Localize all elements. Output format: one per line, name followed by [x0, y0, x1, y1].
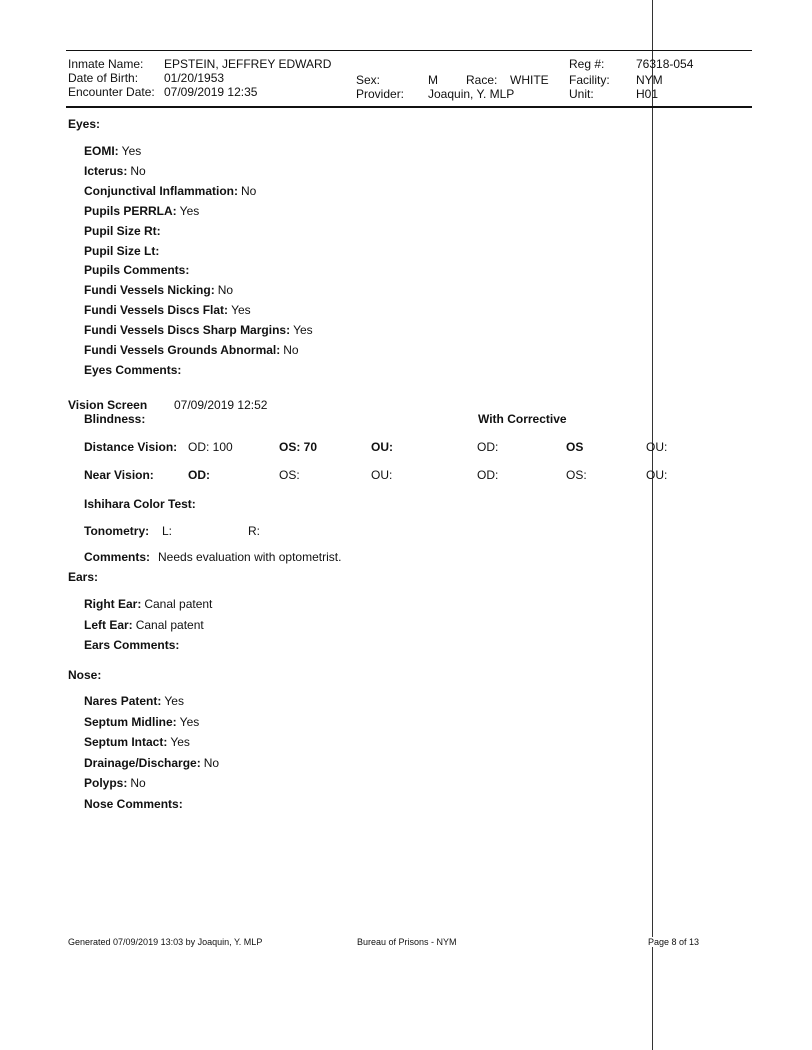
nose-item-value: No [203, 755, 220, 770]
ears-item-row [84, 638, 182, 652]
unit: H01 [636, 87, 659, 101]
distance-os: OS: 70 [279, 440, 318, 454]
eyes-item-label: Icterus: [84, 163, 128, 178]
ears-item-value: Canal patent [144, 597, 213, 611]
near-corr-os: OS: [566, 468, 587, 482]
vision-comments: Needs evaluation with optometrist. [158, 550, 342, 564]
eyes-item-value: Yes [293, 323, 313, 338]
nose-item-row [84, 756, 219, 770]
near-corr-ou: OU: [646, 468, 668, 482]
near-vision-label: Near Vision: [84, 468, 154, 482]
eyes-item-row [84, 343, 299, 357]
reg-number: 76318-054 [636, 57, 694, 71]
eyes-title: Eyes: [68, 117, 101, 131]
race-label: Race: [466, 73, 498, 87]
nose-item-row [84, 797, 186, 811]
sex: M [428, 73, 438, 87]
eyes-item-row [84, 263, 192, 277]
distance-ou: OU: [371, 440, 393, 454]
eyes-item-value: No [217, 283, 234, 298]
eyes-item-row [84, 363, 184, 377]
eyes-item-label: Pupils Comments: [84, 263, 190, 278]
eyes-item-value: No [241, 183, 257, 198]
nose-item-row [84, 735, 190, 749]
nose-item-label: Nose Comments: [84, 797, 183, 811]
facility-label: Facility: [569, 73, 610, 87]
header-bottom-rule [66, 106, 752, 108]
near-ou: OU: [371, 468, 393, 482]
ears-item-value: Canal patent [135, 617, 204, 632]
tonometry-label: Tonometry: [84, 524, 150, 538]
eyes-item-row [84, 224, 164, 238]
eyes-item-row [84, 184, 256, 198]
eyes-item-row [84, 323, 313, 337]
tonometry-l: L: [162, 524, 173, 538]
distance-corr-ou: OU: [646, 440, 668, 454]
eyes-item-value: Yes [231, 303, 251, 318]
eyes-item-row [84, 303, 251, 317]
ears-item-label: Left Ear: [84, 617, 133, 632]
nose-item-label: Polyps: [84, 776, 128, 791]
vision-datetime: 07/09/2019 12:52 [174, 398, 268, 412]
tonometry-r: R: [248, 524, 260, 538]
near-corr-od: OD: [477, 468, 499, 482]
encounter-date: 07/09/2019 12:35 [164, 85, 258, 99]
footer-page-number: Page 8 of 13 [648, 937, 700, 947]
inmate-name: EPSTEIN, JEFFREY EDWARD [164, 57, 332, 71]
nose-item-value: No [130, 776, 146, 791]
footer-facility: Bureau of Prisons - NYM [357, 937, 457, 947]
ears-title: Ears: [68, 570, 99, 584]
header-top-rule [66, 50, 752, 51]
eyes-item-label: Pupil Size Lt: [84, 243, 160, 258]
ears-item-label: Ears Comments: [84, 638, 180, 652]
eyes-item-value: No [130, 163, 146, 178]
ishihara-label: Ishihara Color Test: [84, 497, 196, 511]
distance-corr-od: OD: [477, 440, 499, 454]
nose-item-label: Drainage/Discharge: [84, 755, 201, 770]
eyes-item-label: EOMI: [84, 144, 119, 158]
eyes-item-row [84, 144, 141, 158]
nose-item-row [84, 715, 199, 729]
nose-title: Nose: [68, 668, 102, 682]
vision-comments-label: Comments: [84, 550, 151, 564]
near-os: OS: [279, 468, 300, 482]
blindness-label: Blindness: [84, 412, 146, 426]
distance-od: OD: 100 [188, 440, 233, 454]
eyes-item-label: Fundi Vessels Nicking: [84, 283, 215, 298]
footer-generated: Generated 07/09/2019 13:03 by Joaquin, Y. MLP [68, 937, 263, 947]
eyes-item-label: Pupils PERRLA: [84, 203, 177, 218]
eyes-item-label: Pupil Size Rt: [84, 223, 161, 238]
eyes-item-value: Yes [179, 203, 200, 218]
dob-label: Date of Birth: [68, 71, 139, 85]
ears-item-label: Right Ear: [84, 597, 142, 611]
inmate-name-label: Inmate Name: [68, 57, 144, 71]
eyes-item-row [84, 244, 162, 258]
provider-label: Provider: [356, 87, 405, 101]
eyes-item-row [84, 204, 199, 218]
eyes-item-label: Fundi Vessels Grounds Abnormal: [84, 343, 281, 357]
nose-item-label: Septum Midline: [84, 714, 177, 729]
nose-item-label: Septum Intact: [84, 735, 168, 750]
sex-label: Sex: [356, 73, 381, 87]
near-od: OD: [188, 468, 210, 482]
nose-item-value: Yes [170, 735, 190, 750]
ears-item-row [84, 618, 204, 632]
distance-vision-label: Distance Vision: [84, 440, 178, 454]
eyes-item-value: Yes [121, 144, 142, 158]
nose-item-label: Nares Patent: [84, 694, 162, 708]
provider: Joaquin, Y. MLP [428, 87, 515, 101]
nose-item-row [84, 694, 184, 708]
dob: 01/20/1953 [164, 71, 225, 85]
encounter-label: Encounter Date: [68, 85, 155, 99]
eyes-item-label: Conjunctival Inflammation: [84, 183, 239, 198]
eyes-item-label: Eyes Comments: [84, 362, 182, 377]
eyes-item-label: Fundi Vessels Discs Flat: [84, 303, 229, 318]
with-corrective-label: With Corrective [478, 412, 567, 426]
nose-item-row [84, 776, 146, 790]
eyes-item-value: No [283, 343, 299, 357]
nose-item-value: Yes [179, 714, 200, 729]
ears-item-row [84, 597, 212, 611]
eyes-item-label: Fundi Vessels Discs Sharp Margins: [84, 323, 291, 338]
unit-label: Unit: [569, 87, 594, 101]
facility: NYM [636, 73, 663, 87]
nose-item-value: Yes [164, 694, 184, 708]
reg-label: Reg #: [569, 57, 605, 71]
distance-corr-os: OS [566, 440, 584, 454]
vision-title: Vision Screen [68, 398, 148, 412]
race: WHITE [510, 73, 549, 87]
vertical-margin-line [652, 0, 653, 1050]
eyes-item-row [84, 283, 233, 297]
eyes-item-row [84, 164, 146, 178]
